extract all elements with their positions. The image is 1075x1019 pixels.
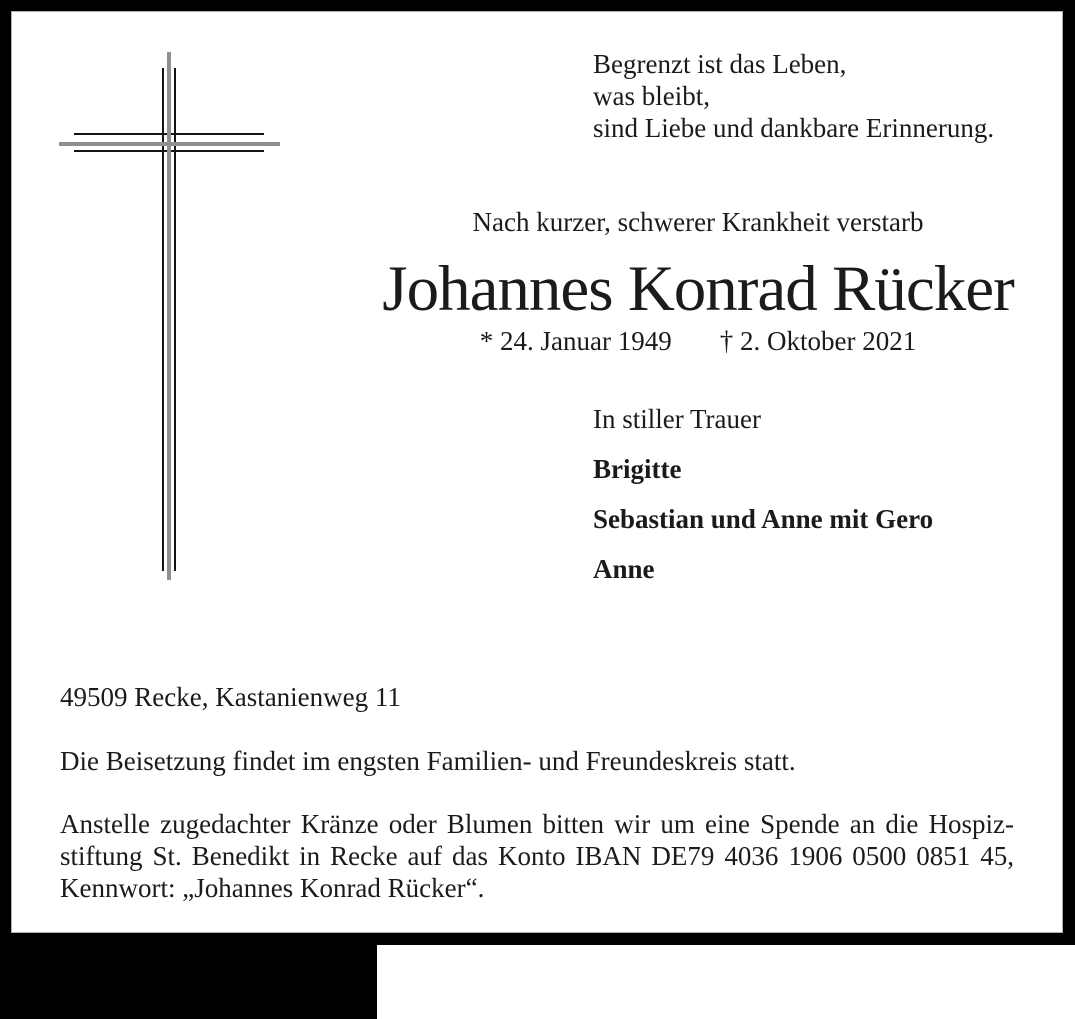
donation-line-3: Kennwort: „Johannes Konrad Rücker“. (60, 873, 485, 903)
donation-line-2: stiftung St. Benedikt in Recke auf das Konto IBAN DE79 4036 1906 0500 0851 45, (60, 841, 1014, 871)
mourning-block (593, 394, 933, 594)
cross-gray-horizontal-icon (59, 142, 280, 146)
mourner-name: Sebastian und Anne mit Gero (593, 504, 934, 534)
donation-paragraph (60, 808, 1014, 904)
life-dates (378, 325, 1018, 357)
mourner-name: Anne (593, 554, 655, 584)
birth-date: * 24. Januar 1949 (479, 326, 672, 356)
mourning-intro: In stiller Trauer (593, 404, 761, 434)
announcement-intro: Nach kurzer, schwerer Krankheit verstarb (472, 207, 924, 237)
verse-block (593, 48, 994, 144)
death-date: † 2. Oktober 2021 (719, 326, 917, 356)
verse-line-2: was bleibt, (593, 81, 710, 111)
verse-line-3: sind Liebe und dankbare Erinnerung. (593, 113, 995, 143)
cross-icon (59, 52, 280, 580)
frame-right (1063, 0, 1075, 945)
frame-bottom-left-block (0, 933, 377, 1019)
donation-line-1: Anstelle zugedachter Kränze oder Blumen bitten wir um eine Spende an die Hospiz- (60, 809, 1014, 839)
address-line: 49509 Recke, Kastanienweg 11 (60, 682, 401, 712)
frame-left (0, 0, 11, 933)
deceased-name: Johannes Konrad Rücker (382, 253, 1014, 325)
frame-top (0, 0, 1075, 11)
funeral-line: Die Beisetzung findet im engsten Familien- und Freundeskreis statt. (60, 746, 796, 776)
verse-line-1: Begrenzt ist das Leben, (593, 49, 847, 79)
mourner-name: Brigitte (593, 454, 682, 484)
cross-gray-vertical-icon (167, 52, 171, 580)
